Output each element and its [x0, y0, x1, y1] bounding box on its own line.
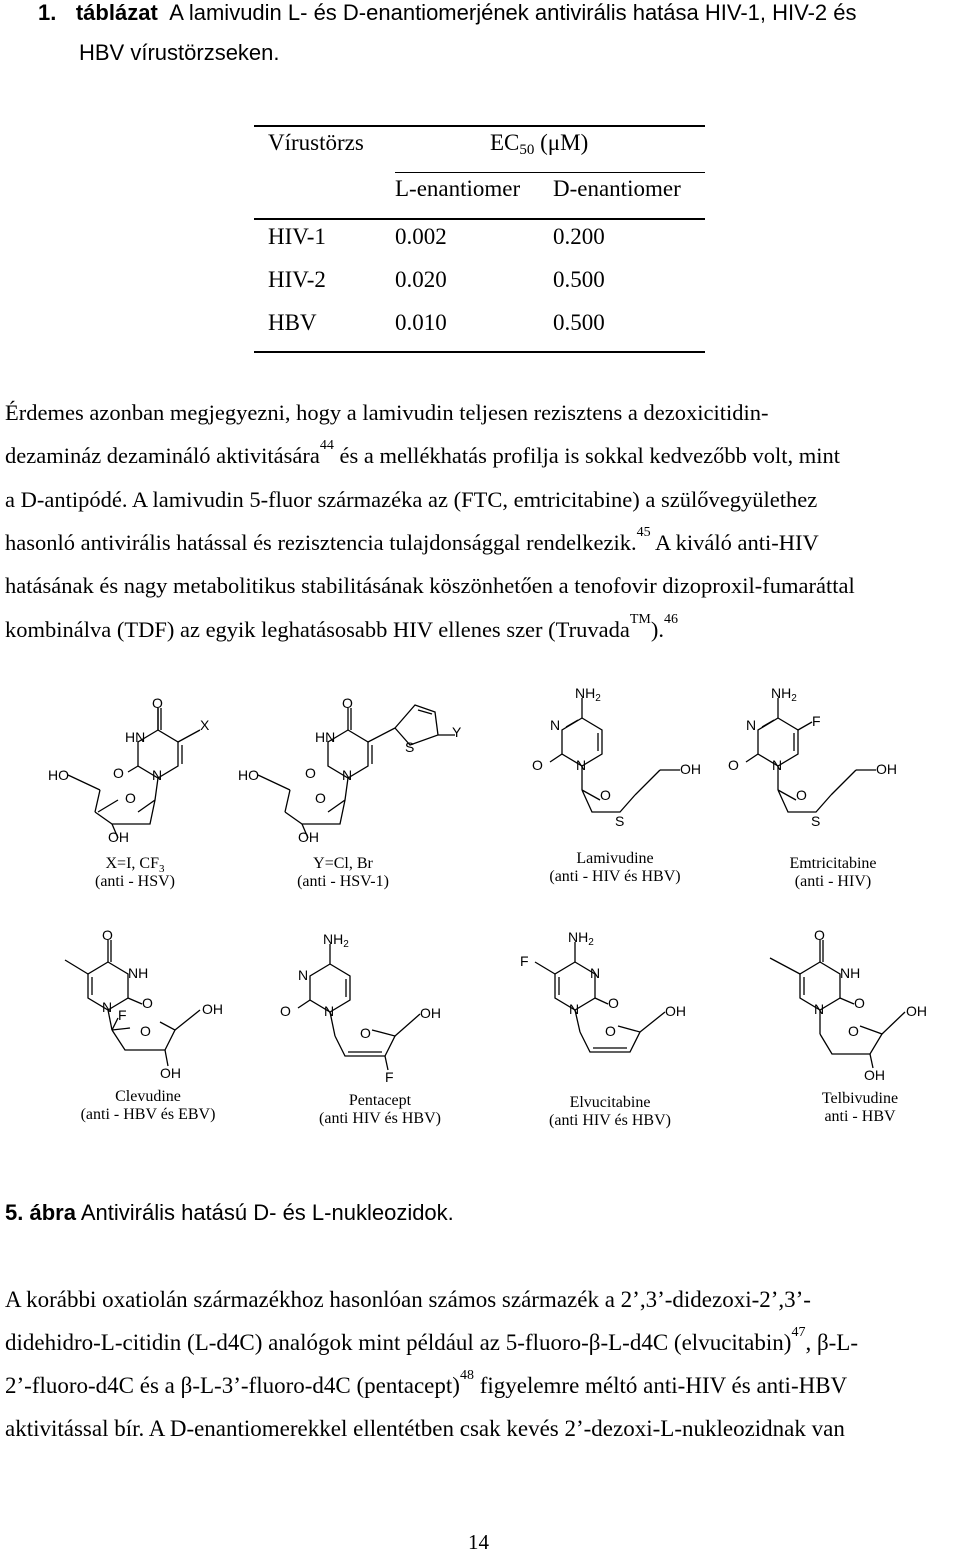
sub-header-l: L-enantiomer [395, 176, 521, 201]
para2-line2a: didehidro-L-citidin (L-d4C) analógok mint például az 5-fluoro-β-L-d4C (elvucitabin) [5, 1330, 792, 1355]
compound-label-8 [790, 1090, 930, 1126]
para1-line6b: ). [650, 617, 664, 642]
label-line1: Telbivudine [821, 1090, 899, 1107]
atom-o: O [113, 765, 124, 781]
ref-45: 45 [636, 525, 651, 540]
atom-n: N [152, 767, 163, 783]
atom-o: O [125, 790, 136, 806]
table-top-rule [254, 125, 705, 127]
row-d-1: 0.200 [553, 224, 605, 249]
atom-oh: OH [906, 1003, 927, 1019]
compound-label-4 [758, 855, 908, 891]
label-line2: (anti - HSV) [95, 873, 175, 890]
atom-o: O [142, 995, 153, 1011]
atom-hn: HN [315, 729, 336, 745]
para1-line5: hatásának és nagy metabolitikus stabilitásának köszönhetően a tenofovir dizoproxil-fumaráttal [5, 573, 855, 598]
row-strain-2: HIV-2 [268, 267, 326, 292]
para1-line3: a D-antipódé. A lamivudin 5-fluor származéka az (FTC, emtricitabine) a szülővegyülethez [5, 487, 818, 512]
table-number: 1. [38, 0, 57, 25]
para2-line4: aktivitással bír. A D-enantiomerekkel ellentétben csak kevés 2’-dezoxi-L-nukleozidnak van [5, 1416, 845, 1441]
ref-44: 44 [319, 438, 334, 453]
structure-8 [770, 927, 927, 1083]
atom-o: O [605, 1023, 616, 1039]
atom-nh: NH [128, 965, 149, 981]
structure-3 [532, 685, 701, 829]
label-line1: X=I, CF [105, 855, 159, 872]
atom-f: F [812, 713, 821, 729]
atom-y: Y [452, 724, 462, 740]
atom-o: O [600, 787, 611, 803]
atom-n: N [298, 967, 309, 983]
structures-figure [0, 680, 960, 1150]
atom-nh2: $NH_2$ [568, 929, 594, 948]
atom-nh: NH [840, 965, 861, 981]
ref-47: 47 [791, 1325, 806, 1340]
atom-o: O [140, 1023, 151, 1039]
atom-s: S [615, 813, 625, 829]
atom-oh: OH [876, 761, 897, 777]
atom-oh: OH [108, 829, 129, 845]
para1-line2 [5, 438, 840, 469]
col-header-ec50 [490, 130, 588, 156]
table-bottom-rule [254, 351, 705, 353]
para1-line6 [5, 612, 678, 643]
figure-caption [5, 1200, 454, 1226]
atom-o: O [315, 790, 326, 806]
atom-n: N [590, 965, 601, 981]
atom-o: O [796, 787, 807, 803]
label-line2: (anti HIV és HBV) [319, 1110, 441, 1127]
col-header-strain: Vírustörzs [268, 130, 364, 155]
label-line2: (anti - HIV) [794, 873, 872, 890]
atom-nh2: $NH_2$ [323, 931, 349, 950]
structure-2 [238, 695, 462, 845]
atom-nh2: $NH_2$ [771, 685, 797, 704]
para1-line2a: dezamináz dezamináló aktivitására [5, 443, 320, 468]
label-line2: anti - HBV [824, 1108, 896, 1125]
atom-oh: OH [202, 1001, 223, 1017]
label-line1: Lamivudine [576, 850, 654, 867]
ref-46: 46 [663, 612, 678, 627]
para1-line6a: kombinálva (TDF) az egyik leghatásosabb HIV ellenes szer (Truvada [5, 617, 630, 642]
atom-n: N [324, 1003, 335, 1019]
label-line2: (anti - HBV és EBV) [80, 1106, 216, 1123]
para2-line3b: figyelemre méltó anti-HIV és anti-HBV [473, 1373, 848, 1398]
para2-line3a: 2’-fluoro-d4C és a β-L-3’-fluoro-d4C (pentacept) [5, 1373, 460, 1398]
atom-n: N [746, 717, 757, 733]
label-line1: Y=Cl, Br [313, 855, 373, 872]
atom-x: X [200, 717, 210, 733]
atom-s: S [405, 739, 415, 755]
page-number: 14 [468, 1530, 489, 1554]
atom-oh: OH [160, 1065, 181, 1081]
atom-o: O [152, 695, 163, 711]
para2-line1: A korábbi oxatiolán származékhoz hasonlóan számos származék a 2’,3’-didezoxi-2’,3’- [5, 1287, 811, 1312]
compound-label-2 [268, 855, 418, 891]
atom-n: N [772, 757, 783, 773]
atom-f: F [118, 1007, 127, 1023]
compound-label-6 [300, 1092, 460, 1128]
row-l-2: 0.020 [395, 267, 447, 292]
structure-5 [65, 927, 223, 1081]
table-caption-text: A lamivudin L- és D-enantiomerjének antivirális hatása HIV-1, HIV-2 és [169, 0, 857, 25]
structure-1 [48, 695, 210, 845]
atom-n: N [550, 717, 561, 733]
table-label: táblázat [75, 0, 158, 25]
para1-line4a: hasonló antivirális hatással és rezisztencia tulajdonsággal rendelkezik. [5, 530, 637, 555]
para2-line2b: , β-L- [805, 1330, 859, 1355]
atom-s: S [811, 813, 821, 829]
atom-o: O [728, 757, 739, 773]
atom-ho: HO [238, 767, 259, 783]
atom-n: N [342, 767, 353, 783]
ec-unit: (μM) [540, 130, 589, 155]
label-line1: Emtricitabine [789, 855, 877, 872]
atom-o: O [854, 995, 865, 1011]
structure-7 [520, 929, 686, 1052]
label-line2: (anti - HSV-1) [297, 873, 389, 890]
label-line1: Clevudine [115, 1088, 181, 1105]
atom-hn: HN [125, 729, 146, 745]
atom-o: O [102, 927, 113, 943]
atom-o: O [814, 927, 825, 943]
row-strain-3: HBV [268, 310, 317, 335]
trademark-sup: TM [629, 612, 651, 627]
compound-label-3 [530, 850, 700, 886]
para1-line2b: és a mellékhatás profilja is sokkal kedvezőbb volt, mint [333, 443, 840, 468]
atom-oh: OH [864, 1067, 885, 1083]
table-header-rule [254, 218, 705, 220]
label-sub: 3 [158, 863, 165, 875]
atom-o: O [360, 1025, 371, 1041]
atom-f: F [385, 1069, 394, 1085]
atom-nh2: $NH_2$ [575, 685, 601, 704]
ec-label: EC [490, 130, 520, 155]
atom-o: O [608, 995, 619, 1011]
atom-f: F [520, 953, 529, 969]
row-d-3: 0.500 [553, 310, 605, 335]
compound-label-5 [68, 1088, 228, 1124]
atom-oh: OH [298, 829, 319, 845]
row-l-1: 0.002 [395, 224, 447, 249]
atom-n: N [102, 999, 113, 1015]
para1-line1: Érdemes azonban megjegyezni, hogy a lamivudin teljesen rezisztens a dezoxicitidin- [5, 400, 769, 425]
figure-number: 5. ábra [5, 1200, 76, 1225]
label-line2: (anti HIV és HBV) [549, 1112, 671, 1129]
atom-o: O [848, 1023, 859, 1039]
compound-label-7 [530, 1094, 690, 1130]
row-strain-1: HIV-1 [268, 224, 326, 249]
atom-n: N [569, 1001, 580, 1017]
atom-oh: OH [680, 761, 701, 777]
atom-o: O [280, 1003, 291, 1019]
atom-o: O [342, 695, 353, 711]
atom-n: N [576, 757, 587, 773]
table-caption-text-2: HBV vírustörzseken. [79, 40, 280, 65]
label-line2: (anti - HIV és HBV) [549, 868, 681, 885]
ref-48: 48 [459, 1368, 474, 1383]
para2-line3 [5, 1368, 848, 1399]
label-line1: Pentacept [348, 1092, 412, 1109]
row-d-2: 0.500 [553, 267, 605, 292]
atom-oh: OH [665, 1003, 686, 1019]
compound-label-1 [60, 855, 210, 891]
figure-caption-text: Antivirális hatású D- és L-nukleozidok. [75, 1200, 454, 1225]
atom-oh: OH [420, 1005, 441, 1021]
atom-n: N [814, 1001, 825, 1017]
table-caption [38, 0, 857, 26]
table-sub-rule [395, 172, 705, 173]
para1-line4 [5, 525, 819, 556]
atom-ho: HO [48, 767, 69, 783]
label-line1: Elvucitabine [569, 1094, 651, 1111]
row-l-3: 0.010 [395, 310, 447, 335]
sub-header-d: D-enantiomer [553, 176, 681, 201]
atom-o: O [305, 765, 316, 781]
para2-line2 [5, 1325, 859, 1356]
ec-subscript: 50 [519, 142, 535, 158]
structure-6 [280, 931, 441, 1085]
structure-4 [728, 685, 897, 829]
para1-line4b: A kiváló anti-HIV [650, 530, 819, 555]
table-caption-line2 [79, 40, 280, 66]
atom-o: O [532, 757, 543, 773]
